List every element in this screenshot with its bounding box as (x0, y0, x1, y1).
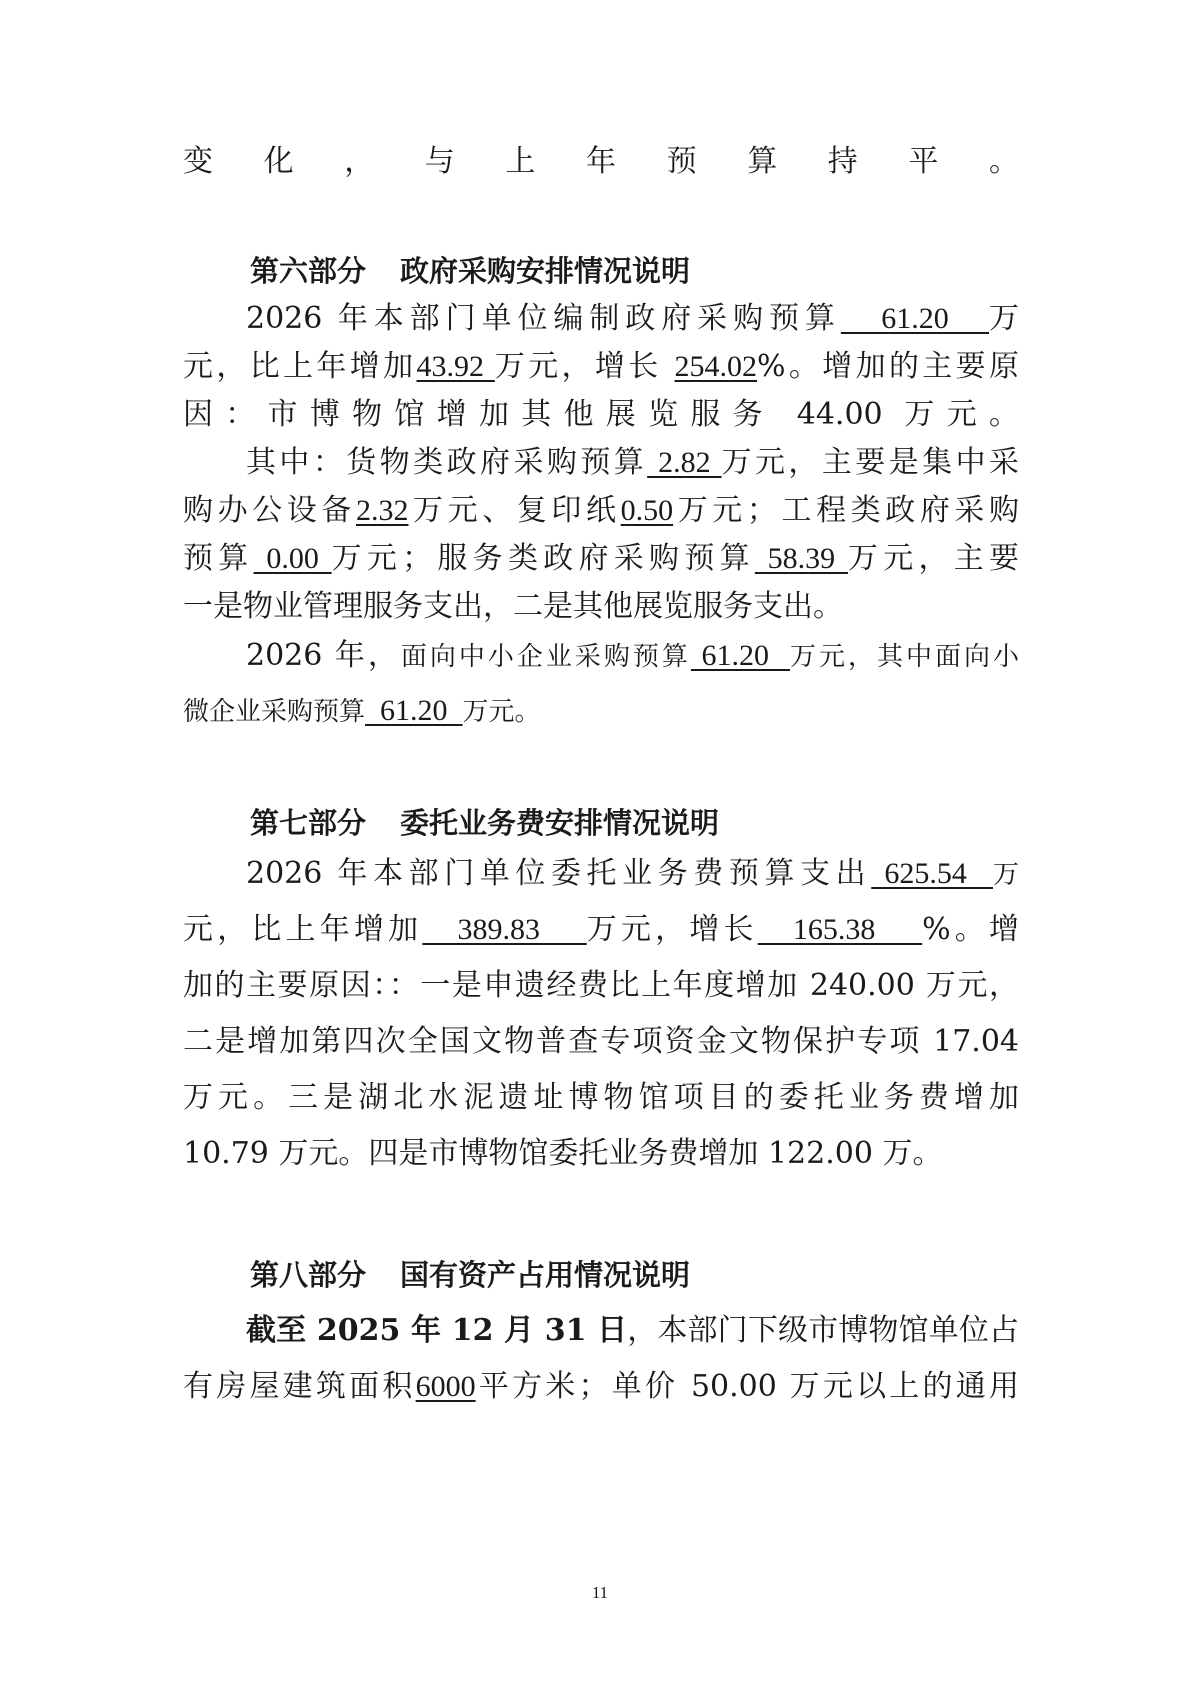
building-area-value: 6000 (415, 1370, 476, 1403)
section-title: 委托业务费安排情况说明 (400, 806, 720, 840)
section-number: 第八部分 (250, 1258, 367, 1292)
goods-budget-value: 2.82 (647, 446, 722, 479)
micro-enterprise-budget-value: 61.20 (365, 694, 463, 727)
paragraph-line: 10.79 万元。四是市博物馆委托业务费增加 122.00 万。 (183, 1136, 943, 1171)
increase-value: 43.92 (416, 350, 495, 383)
paragraph-line: 因：市博物馆增加其他展览服务 44.00 万元。 (183, 397, 1019, 432)
growth-rate-value: 254.02 (674, 350, 758, 383)
paragraph-line: 截至 2025 年 12 月 31 日，本部门下级市博物馆单位占 (246, 1313, 1019, 1348)
paragraph-line: 元，比上年增加43.92 万元，增长 254.02%。增加的主要原 (183, 349, 1020, 384)
office-equipment-value: 2.32 (355, 494, 409, 527)
paragraph-line: 2026 年本部门单位委托业务费预算支出 625.54 万 (246, 856, 1020, 891)
paragraph-line: 微企业采购预算 61.20 万元。 (183, 694, 541, 727)
paragraph-line: 有房屋建筑面积6000平方米；单价 50.00 万元以上的通用 (183, 1369, 1019, 1404)
commission-increase-value: 389.83 (422, 913, 587, 946)
copy-paper-value: 0.50 (620, 494, 674, 527)
section-number: 第六部分 (250, 254, 367, 288)
paragraph-line: 二是增加第四次全国文物普查专项资金文物保护专项 17.04 (183, 1024, 1019, 1059)
paragraph-line: 万元。三是湖北水泥遗址博物馆项目的委托业务费增加 (183, 1080, 1019, 1115)
section-title: 政府采购安排情况说明 (400, 254, 691, 288)
paragraph-line: 其中：货物类政府采购预算 2.82 万元，主要是集中采 (246, 445, 1020, 480)
commission-budget-value: 625.54 (871, 857, 993, 890)
section-number: 第七部分 (250, 806, 367, 840)
services-budget-value: 58.39 (754, 542, 848, 575)
page-number: 11 (591, 1583, 609, 1602)
works-budget-value: 0.00 (253, 542, 332, 575)
procurement-budget-value: 61.20 (840, 302, 989, 335)
section-heading-7 (250, 802, 719, 844)
sme-budget-value: 61.20 (690, 639, 790, 672)
commission-growth-value: 165.38 (757, 913, 923, 946)
section-heading-6 (250, 250, 690, 292)
paragraph-line: 加的主要原因：：一是申遗经费比上年度增加 240.00 万元， (183, 968, 1019, 1003)
paragraph-line: 元，比上年增加 389.83 万元，增长 165.38 %。增 (183, 912, 1020, 947)
paragraph-line: 2026 年本部门单位编制政府采购预算 61.20 万 (246, 301, 1019, 336)
paragraph-line: 预算 0.00 万元；服务类政府采购预算 58.39 万元，主要 (183, 541, 1020, 576)
section-heading-8 (250, 1254, 690, 1296)
section-title: 国有资产占用情况说明 (400, 1258, 691, 1292)
paragraph-line: 2026 年，面向中小企业采购预算 61.20 万元，其中面向小 (246, 638, 1019, 673)
paragraph-line: 变化，与上年预算持平。 (183, 144, 1019, 179)
paragraph-line: 购办公设备2.32万元、复印纸0.50万元；工程类政府采购 (183, 493, 1020, 528)
paragraph-line: 一是物业管理服务支出，二是其他展览服务支出。 (183, 589, 843, 624)
